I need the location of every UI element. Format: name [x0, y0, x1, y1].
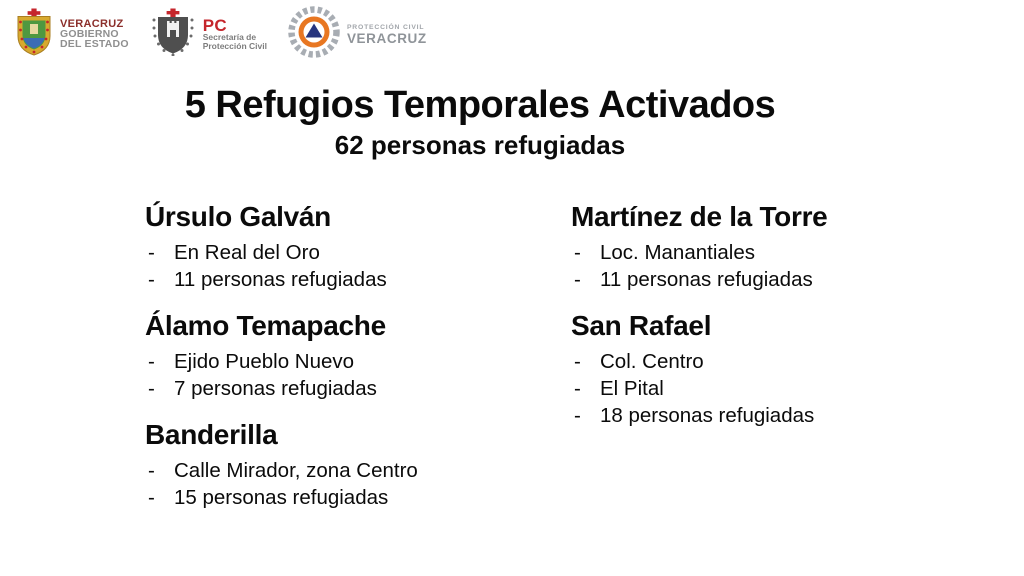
- shelter-detail-item: [145, 375, 505, 402]
- dash-bullet: -: [148, 268, 155, 291]
- shelter-detail-text: 11 personas refugiadas: [174, 268, 387, 291]
- shelter-municipality: Banderilla: [145, 419, 278, 450]
- logo-proteccion-civil-veracruz: [288, 6, 427, 63]
- shelter-municipality: Martínez de la Torre: [571, 201, 828, 232]
- dash-bullet: -: [574, 241, 581, 264]
- shelter-detail-text: 18 personas refugiadas: [600, 404, 815, 427]
- shelter-municipality: Úrsulo Galván: [145, 201, 331, 232]
- logo-strip: [15, 9, 427, 59]
- logo-pc-abbr: PC: [202, 15, 227, 35]
- dash-bullet: -: [574, 350, 581, 373]
- shelters-column-left: [145, 200, 505, 527]
- shelter-detail-text: 15 personas refugiadas: [174, 486, 389, 509]
- shelter-detail-item: [571, 239, 951, 266]
- shelter-detail-item: [145, 484, 505, 511]
- veracruz-coat-of-arms-icon: [15, 8, 53, 61]
- dash-bullet: -: [148, 377, 155, 400]
- shelter-detail-item: [571, 348, 951, 375]
- logo-veracruz-title: VERACRUZ: [60, 18, 124, 30]
- logo-secretaria-proteccion-civil: [150, 8, 267, 61]
- logo-pc-line1: Secretaría de: [202, 31, 257, 42]
- title-block: [0, 82, 960, 162]
- shelter-block-san-rafael: [571, 309, 951, 429]
- shelter-detail-text: Ejido Pueblo Nuevo: [174, 350, 355, 373]
- shelter-detail-item: [571, 402, 951, 429]
- logo-secretaria-pc-text: [202, 15, 267, 51]
- shelter-detail-text: Loc. Manantiales: [600, 241, 755, 264]
- dash-bullet: -: [148, 350, 155, 373]
- proteccion-civil-emblem-icon: [288, 6, 340, 63]
- dash-bullet: -: [148, 241, 155, 264]
- dash-bullet: -: [574, 404, 581, 427]
- shelter-block-ursulo-galvan: [145, 200, 505, 293]
- pc-shield-icon: [150, 8, 196, 61]
- shelter-detail-item: [145, 457, 505, 484]
- shelter-detail-item: [571, 375, 951, 402]
- shelter-municipality: Álamo Temapache: [145, 310, 386, 341]
- logo-veracruz-gobierno: [15, 8, 129, 61]
- dash-bullet: -: [148, 459, 155, 482]
- logo-pc-veracruz-text: [347, 24, 427, 45]
- dash-bullet: -: [148, 486, 155, 509]
- shelter-detail-text: 11 personas refugiadas: [600, 268, 813, 291]
- dash-bullet: -: [574, 268, 581, 291]
- shelters-column-right: [571, 200, 951, 445]
- shelter-detail-text: El Pital: [600, 377, 664, 400]
- shelter-detail-item: [145, 266, 505, 293]
- logo-veracruz-line3: DEL ESTADO: [60, 38, 129, 50]
- logo-veracruz-gobierno-text: [60, 19, 129, 49]
- logo-veracruz-line2: GOBIERNO: [60, 28, 119, 40]
- shelter-block-alamo-temapache: [145, 309, 505, 402]
- page-title: 5 Refugios Temporales Activados: [184, 84, 776, 126]
- shelter-detail-text: En Real del Oro: [174, 241, 320, 264]
- shelter-detail-item: [571, 266, 951, 293]
- shelter-detail-item: [145, 348, 505, 375]
- shelter-detail-text: 7 personas refugiadas: [174, 377, 377, 400]
- logo-pc-veracruz-line1: PROTECCIÓN CIVIL: [346, 23, 425, 31]
- logo-pc-veracruz-line2: VERACRUZ: [346, 30, 427, 46]
- logo-pc-line2: Protección Civil: [202, 40, 267, 51]
- shelter-detail-text: Calle Mirador, zona Centro: [174, 459, 418, 482]
- dash-bullet: -: [574, 377, 581, 400]
- shelter-block-banderilla: [145, 418, 505, 511]
- shelter-block-martinez-de-la-torre: [571, 200, 951, 293]
- shelter-municipality: San Rafael: [571, 310, 712, 341]
- shelter-detail-item: [145, 239, 505, 266]
- shelter-detail-text: Col. Centro: [600, 350, 704, 373]
- page-subtitle: 62 personas refugiadas: [334, 130, 626, 160]
